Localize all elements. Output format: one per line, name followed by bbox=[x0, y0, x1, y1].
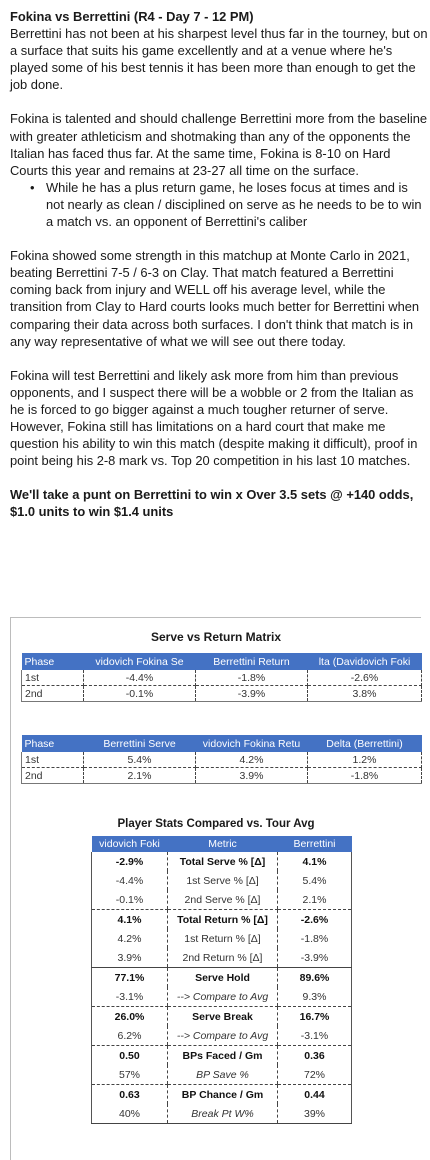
player-stats-table bbox=[91, 836, 352, 1124]
table-row bbox=[92, 948, 352, 968]
article-body bbox=[10, 8, 428, 520]
table-header: vidovich Fokina Se bbox=[84, 653, 196, 670]
table-row bbox=[92, 910, 352, 930]
table-cell: 2nd bbox=[22, 686, 84, 702]
table-row bbox=[22, 768, 422, 784]
table-cell: 26.0% bbox=[92, 1007, 168, 1027]
table-cell: 4.1% bbox=[278, 852, 352, 871]
table-cell: Serve Break bbox=[168, 1007, 278, 1027]
table-cell: -3.1% bbox=[92, 987, 168, 1007]
table-cell: 2nd bbox=[22, 768, 84, 784]
table-cell: 1st Return % [Δ] bbox=[168, 929, 278, 948]
table-cell: 77.1% bbox=[92, 968, 168, 988]
table-row bbox=[92, 1104, 352, 1124]
table-header: Berrettini Return bbox=[196, 653, 308, 670]
table-cell: 16.7% bbox=[278, 1007, 352, 1027]
table-row bbox=[92, 987, 352, 1007]
table-cell: -2.6% bbox=[278, 910, 352, 930]
table-cell: 2nd Return % [Δ] bbox=[168, 948, 278, 968]
table-cell: Total Serve % [Δ] bbox=[168, 852, 278, 871]
table-header: Phase bbox=[22, 735, 84, 752]
table-cell: --> Compare to Avg bbox=[168, 987, 278, 1007]
table-row bbox=[92, 1065, 352, 1085]
table-row bbox=[92, 890, 352, 910]
table-cell: 2.1% bbox=[84, 768, 196, 784]
article-title: Fokina vs Berrettini (R4 - Day 7 - 12 PM) bbox=[10, 9, 254, 24]
table-cell: Serve Hold bbox=[168, 968, 278, 988]
table-cell: 40% bbox=[92, 1104, 168, 1124]
table-cell: -4.4% bbox=[84, 670, 196, 686]
table-cell: 4.2% bbox=[92, 929, 168, 948]
table-cell: -2.6% bbox=[308, 670, 422, 686]
table-cell: 89.6% bbox=[278, 968, 352, 988]
table-row bbox=[22, 686, 422, 702]
serve-return-matrix-fokina-serve bbox=[21, 653, 422, 702]
table-cell: -1.8% bbox=[278, 929, 352, 948]
table-cell: 0.44 bbox=[278, 1085, 352, 1105]
table-cell: -4.4% bbox=[92, 871, 168, 890]
table-cell: 9.3% bbox=[278, 987, 352, 1007]
matrix-title: Serve vs Return Matrix bbox=[150, 630, 282, 644]
table-header: lta (Davidovich Foki bbox=[308, 653, 422, 670]
table-row bbox=[92, 871, 352, 890]
bullet-icon: • bbox=[30, 179, 35, 195]
player-stats-title: Player Stats Compared vs. Tour Avg bbox=[117, 818, 315, 830]
table-cell: 72% bbox=[278, 1065, 352, 1085]
table-cell: 57% bbox=[92, 1065, 168, 1085]
table-row bbox=[92, 852, 352, 871]
paragraph-3: Fokina showed some strength in this matchup at Monte Carlo in 2021, beating Berrettini 7-5 / 6-3 on Clay. That match featured a Berrettini coming back from injury and WELL off his average level, while the transition from Clay to Hard courts looks much better for Berrettini when comparing their data across both surfaces. I don't think that match is in any way representative of what we will see out there today. bbox=[10, 248, 420, 349]
table-cell: 3.9% bbox=[196, 768, 308, 784]
table-header-row bbox=[22, 653, 422, 670]
table-cell: --> Compare to Avg bbox=[168, 1026, 278, 1046]
table-cell: 4.2% bbox=[196, 752, 308, 768]
table-cell: 0.36 bbox=[278, 1046, 352, 1066]
table-cell: -1.8% bbox=[196, 670, 308, 686]
bullet-list bbox=[10, 179, 428, 230]
table-row bbox=[92, 929, 352, 948]
table-cell: 4.1% bbox=[92, 910, 168, 930]
table-cell: Total Return % [Δ] bbox=[168, 910, 278, 930]
table-cell: -3.9% bbox=[196, 686, 308, 702]
list-item bbox=[30, 179, 428, 230]
bullet-text: While he has a plus return game, he loses focus at times and is not nearly as clean / disciplined on serve as he needs to be to win a match vs. an opponent of Berrettini's caliber bbox=[46, 179, 422, 230]
table-cell: 39% bbox=[278, 1104, 352, 1124]
stats-image-panel bbox=[10, 617, 421, 1160]
table-cell: 5.4% bbox=[84, 752, 196, 768]
table-cell: 3.9% bbox=[92, 948, 168, 968]
table-cell: 0.63 bbox=[92, 1085, 168, 1105]
table-row bbox=[92, 1046, 352, 1066]
pick-recommendation: We'll take a punt on Berrettini to win x Over 3.5 sets @ +140 odds, $1.0 units to win $1.4 units bbox=[10, 487, 414, 520]
table-cell: 0.50 bbox=[92, 1046, 168, 1066]
table-header: vidovich Foki bbox=[92, 836, 168, 852]
table-cell: BP Chance / Gm bbox=[168, 1085, 278, 1105]
paragraph-4: Fokina will test Berrettini and likely ask more from him than previous opponents, and I suspect there will be a wobble or 2 from the Italian as he is forced to go bigger against a much tougher returner of serve. However, Fokina still has limitations on a hard court that make me question his ability to win this match (despite making it difficult), proof in point being his 2-8 mark vs. Top 20 competition in his last 10 matches. bbox=[10, 367, 418, 469]
table-row bbox=[22, 752, 422, 768]
table-cell: 6.2% bbox=[92, 1026, 168, 1046]
serve-return-matrix-berrettini-serve bbox=[21, 735, 422, 784]
table-cell: -3.1% bbox=[278, 1026, 352, 1046]
paragraph-2: Fokina is talented and should challenge Berrettini more from the baseline with greater athleticism and shotmaking than any of the opponents the Italian has faced thus far. At the same time, Fokina is 8-10 on Hard Courts this year and remains at 23-27 all time on the surface. bbox=[10, 111, 428, 178]
table-cell: 1st bbox=[22, 670, 84, 686]
table-header-row bbox=[22, 735, 422, 752]
table-cell: 2nd Serve % [Δ] bbox=[168, 890, 278, 910]
table-row bbox=[92, 968, 352, 988]
table-cell: 5.4% bbox=[278, 871, 352, 890]
table-cell: BPs Faced / Gm bbox=[168, 1046, 278, 1066]
table-row bbox=[92, 1026, 352, 1046]
table-cell: -0.1% bbox=[92, 890, 168, 910]
table-header: Metric bbox=[168, 836, 278, 852]
paragraph-1: Berrettini has not been at his sharpest level thus far in the tourney, but on a surface that suits his game excellently and at a venue where he's played some of his best tennis it has been more than enough to get the job done. bbox=[10, 26, 428, 93]
table-header: Delta (Berrettini) bbox=[308, 735, 422, 752]
table-cell: -1.8% bbox=[308, 768, 422, 784]
table-cell: -0.1% bbox=[84, 686, 196, 702]
table-header: Phase bbox=[22, 653, 84, 670]
table-cell: 2.1% bbox=[278, 890, 352, 910]
table-cell: -2.9% bbox=[92, 852, 168, 871]
table-header: Berrettini Serve bbox=[84, 735, 196, 752]
table-header: vidovich Fokina Retu bbox=[196, 735, 308, 752]
table-cell: -3.9% bbox=[278, 948, 352, 968]
table-cell: 3.8% bbox=[308, 686, 422, 702]
table-cell: BP Save % bbox=[168, 1065, 278, 1085]
table-cell: Break Pt W% bbox=[168, 1104, 278, 1124]
table-header: Berrettini bbox=[278, 836, 352, 852]
table-cell: 1st Serve % [Δ] bbox=[168, 871, 278, 890]
table-row bbox=[92, 1085, 352, 1105]
table-cell: 1.2% bbox=[308, 752, 422, 768]
table-row bbox=[22, 670, 422, 686]
table-row bbox=[92, 1007, 352, 1027]
table-cell: 1st bbox=[22, 752, 84, 768]
table-header-row bbox=[92, 836, 352, 852]
